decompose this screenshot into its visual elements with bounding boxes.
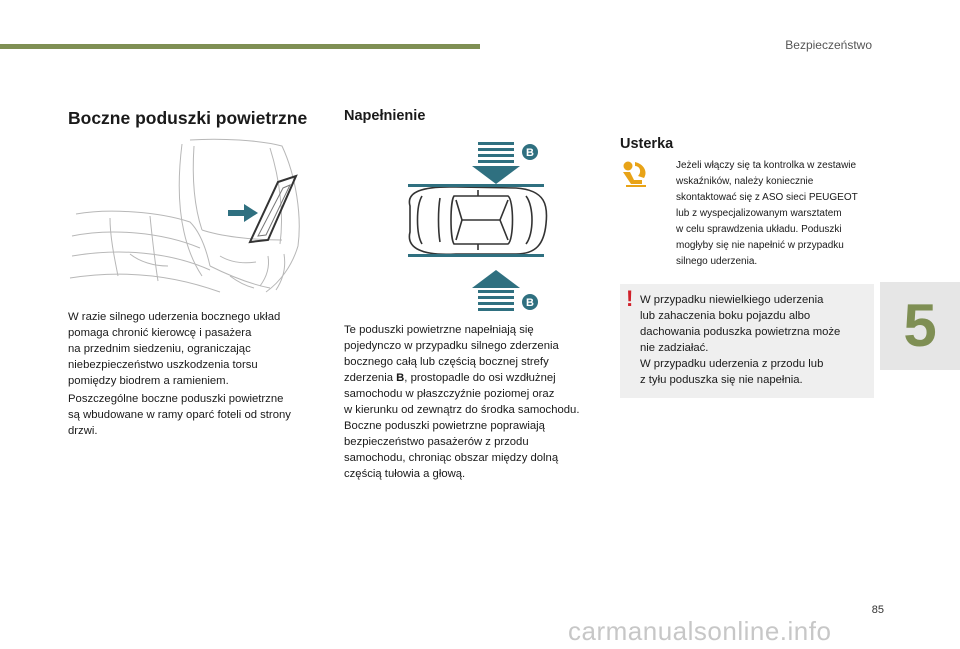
section-title-fault: Usterka: [620, 136, 674, 152]
seat-illustration: [70, 136, 314, 296]
warning-text: W przypadku niewielkiego uderzenia lub zahaczenia boku pojazdu albo dachowania poduszka powietrzna może nie zadziałać. W przypadku uderzenia z przodu lub z tyłu poduszka się nie napełnia.: [640, 294, 841, 386]
chapter-tab: 5: [880, 282, 960, 370]
car-outline: [409, 187, 546, 254]
zone-line: zderzenia B, prostopadle do osi wzdłużnej: [344, 372, 556, 384]
impact-zone-top: [408, 184, 544, 187]
car-top-view-illustration: [396, 140, 548, 314]
watermark: carmanualsonline.info: [568, 616, 832, 646]
section-title-inflation: Napełnienie: [344, 108, 426, 124]
top-accent-bar: [0, 44, 480, 49]
left-paragraph-1: W razie silnego uderzenia bocznego układ pomaga chronić kierowcę i pasażera na przednim siedzeniu, ograniczając niebezpieczeństwo uszkodzenia torsu pomiędzy biodrem a ramieniem.: [68, 311, 281, 387]
fault-text: Jeżeli włączy się ta kontrolka w zestawie wskaźników, należy koniecznie skontaktować się z ASO sieci PEUGEOT lub z wyspecjalizowanym warsztatem w celu sprawdzenia układu. Poduszki mogłyby się nie napełnić w przypadku silnego uderzenia.: [676, 160, 858, 267]
arrow-icon: [228, 204, 258, 222]
airbag-warning-light-icon: [620, 160, 650, 190]
left-paragraph-2: Poszczególne boczne poduszki powietrzne są wbudowane w ramy oparć foteli od strony drzwi.: [68, 393, 291, 437]
impact-zone-bottom: [408, 254, 544, 257]
middle-paragraph: Te poduszki powietrzne napełniają się pojedynczo w przypadku silnego zderzenia bocznego całą lub częścią bocznej strefy zderzenia B, prostopadle do osi wzdłużnej samochodu w płaszczyźnie poziomej oraz w kierunku od zewnątrz do środka samochodu. Boczne poduszki powietrzne poprawiają bezpieczeństwo pasażerów z przodu samochodu, chroniąc obszar między dolną częścią tułowia a głową.: [344, 324, 580, 480]
page-number: 85: [871, 604, 884, 616]
badge-top: B: [526, 147, 534, 159]
impact-arrow-bottom: [472, 270, 520, 311]
impact-arrow-top: [472, 142, 520, 184]
badge-bottom: B: [526, 297, 534, 309]
page-title: Boczne poduszki powietrzne: [68, 108, 308, 128]
warning-mark: !: [626, 286, 634, 311]
section-label: Bezpieczeństwo: [785, 38, 872, 52]
warning-box: [620, 284, 874, 398]
